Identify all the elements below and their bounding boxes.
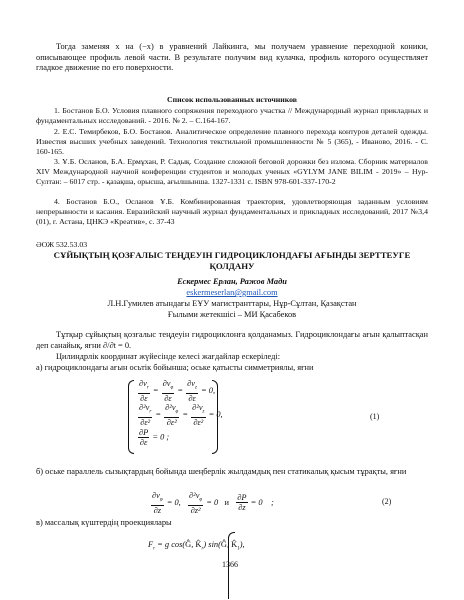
reference-item: 3. Ұ.Б. Осланов, Б.А. Ермұхан, Р. Садық. Создание сложной беговой дорожки без излома. Сборник материалов XIV Международной научной конференции студентов и молодых ученых «GYLYM JANE BILIM - 2019» – Нур-Султан: – 6017 стр. - қазақша, орысша, ағылшынша. 1327-1331 с. ISBN 978-601-337-170-2 <box>36 157 428 186</box>
body-paragraph-1: Тұтқыр сұйықтың қозғалыс теңдеуін гидроциклонға қолданамыз. Гидроциклондағы ағын қалыптасқан деп санайық, яғни ∂/∂t = 0. <box>36 330 428 350</box>
article-title: СҰЙЫҚТЫҢ ҚОЗҒАЛЫС ТЕҢДЕУІН ГИДРОЦИКЛОНДАҒЫ АҒЫНДЫ ЗЕРТТЕУГЕ ҚОЛДАНУ <box>53 250 411 271</box>
authors: Ескермес Ерлан, Ражов Мади <box>177 277 287 286</box>
equation-2-number: (2) <box>382 497 392 506</box>
equation-1-number: (1) <box>370 412 380 421</box>
page-number: 1366 <box>222 560 238 569</box>
equation-brace-right <box>212 380 218 454</box>
author-email <box>36 288 428 299</box>
references-heading: Список использованных источников <box>166 95 298 104</box>
item-b: б) оське параллель сызықтардың бойында шеңберлік жылдамдық пен статикалық қысым тұрақты, яғни <box>36 467 407 476</box>
udk-code: ӘОЖ 532.53.03 <box>36 240 88 249</box>
item-c: в) массалық күштердің проекциялары <box>36 518 172 527</box>
email-link[interactable]: eskermeserlan@gmail.com <box>186 288 278 297</box>
affiliation: Л.Н.Гумилев атындағы ЕҰУ магистранттары, Нұр-Сұлтан, Қазақстан <box>107 299 357 308</box>
reference-item: 2. Е.С. Темирбеков, Б.О. Бостанов. Аналитическое определение плавного перехода контуров деталей одежды. Известия высших учебных заведений. Технология текстильной промышленности № 5 (365), - Иваново, 2016. - С. 160-165. <box>36 127 428 156</box>
equation-brace <box>128 380 134 454</box>
equation-1-line-3: $\frac{\partial P}{\partial\varepsilon}$ = 0 ; <box>139 428 170 447</box>
reference-item: 1. Бостанов Б.О. Условия плавного сопряжения переходного участка // Международный журнал прикладных и фундаментальных исследований. - 2016. № 2. – С.164-167. <box>36 106 428 125</box>
supervisor: Ғылыми жетекшісі – МИ Қасабеков <box>167 310 297 319</box>
equation-1-line-2: $\frac{\partial^2v_r}{\text{∂ε²}}$ = $\frac{\partial^2v_\varphi}{\text{∂ε²}}$ = $\frac{\partial^2v_z}{\text{∂ε²}}$ = 0, <box>139 403 223 427</box>
equation-3-line-1: $F_r = g$ cos(Ĝ, $K̂_r$) sin(Ĝ, $K̂_1$), <box>148 540 245 552</box>
item-a: а) гидроциклондағы ағын осьтік бойынша; оське қатысты симметриялы, яғни <box>36 363 314 372</box>
equation-1-line-1: $\frac{\partial v_r}{\partial\varepsilon}$ = $\frac{\partial v_\varphi}{\partial\varepsilon}$ = $\frac{\partial v_z}{\partial\varepsilon}$ = 0, <box>139 379 216 403</box>
reference-item: 4. Бостанов Б.О., Осланов Ұ.Б. Комбинированная траектория, удовлетворяющая заданным условиям непрерывности и касания. Евразийский научный журнал фундаментальных и прикладных исследований, 2017 №3,4 (01), г. Астана, ЦНКЭ «Креатив», с. 37-43 <box>36 197 428 226</box>
equation-2: $\frac{\partial v_\varphi}{\partial z}$ = 0, $\frac{\partial^2v_\varphi}{\text{∂z²}}$ = 0 и $\frac{\partial P}{\partial z}$ = 0 ; <box>152 491 274 515</box>
top-paragraph: Тогда заменяя x на (−x) в уравнений Лайкинга, мы получаем уравнение переходной коники, описывающее профиль левой части. В результате получим вид кулачка, профиль которого осуществляет гладкое движение по его поверхности. <box>36 42 428 73</box>
body-paragraph-2: Цилиндрлік координат жүйесінде келесі жағдайлар ескеріледі: <box>56 352 281 361</box>
